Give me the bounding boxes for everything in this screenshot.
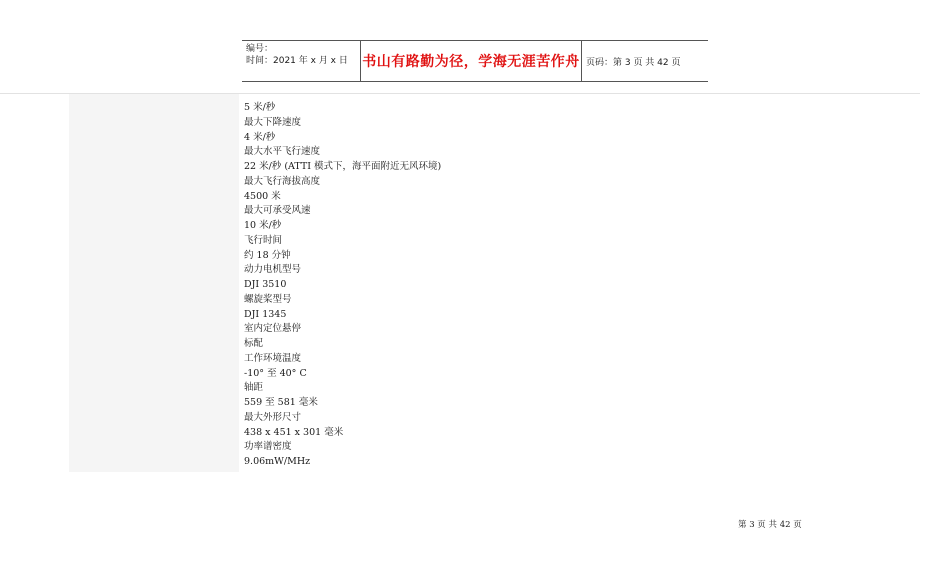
spec-line: 约 18 分钟 bbox=[244, 249, 291, 261]
spec-line: 工作环境温度 bbox=[244, 352, 302, 364]
spec-line: 最大水平飞行速度 bbox=[244, 146, 321, 158]
spec-line: 功率谱密度 bbox=[244, 441, 292, 453]
spec-line: 5 米/秒 bbox=[244, 102, 276, 113]
spec-line: 室内定位悬停 bbox=[244, 323, 302, 335]
spec-line: 飞行时间 bbox=[244, 234, 283, 246]
spec-line: 动力电机型号 bbox=[244, 264, 302, 276]
spec-line: 9.06mW/MHz bbox=[244, 456, 311, 467]
left-table-column bbox=[69, 94, 239, 472]
code-label: 编号： bbox=[246, 44, 274, 54]
time-label: 时间：2021 年 x 月 x 日 bbox=[246, 56, 348, 66]
spec-line: DJI 1345 bbox=[244, 308, 287, 320]
spec-line: 最大可承受风速 bbox=[244, 205, 311, 217]
page-footer: 第 3 页 共 42 页 bbox=[738, 520, 802, 530]
spec-line: 4500 米 bbox=[244, 190, 281, 202]
spec-line: 轴距 bbox=[244, 382, 264, 394]
motto-text: 书山有路勤为径，学海无涯苦作舟 bbox=[362, 54, 580, 70]
spec-line: 22 米/秒 (ATTI 模式下，海平面附近无风环境) bbox=[244, 161, 442, 172]
spec-line: 最大下降速度 bbox=[244, 116, 302, 128]
header-meta-cell bbox=[242, 41, 361, 81]
header-page-cell bbox=[582, 41, 708, 81]
page-header bbox=[242, 40, 708, 82]
spec-line: 438 x 451 x 301 毫米 bbox=[244, 426, 344, 438]
spec-line: 最大外形尺寸 bbox=[244, 411, 302, 423]
page-number-label: 页码：第 3 页 共 42 页 bbox=[586, 57, 681, 68]
spec-line: DJI 3510 bbox=[244, 279, 287, 290]
spec-line: 10 米/秒 bbox=[244, 220, 282, 231]
spec-line: 最大飞行海拔高度 bbox=[244, 175, 321, 187]
spec-line: 标配 bbox=[244, 338, 264, 349]
spec-line: -10° 至 40° C bbox=[244, 367, 307, 379]
spec-line: 4 米/秒 bbox=[244, 131, 276, 143]
header-motto-cell bbox=[361, 41, 582, 81]
spec-list bbox=[244, 101, 704, 470]
spec-line: 螺旋桨型号 bbox=[244, 293, 292, 305]
spec-line: 559 至 581 毫米 bbox=[244, 397, 318, 408]
